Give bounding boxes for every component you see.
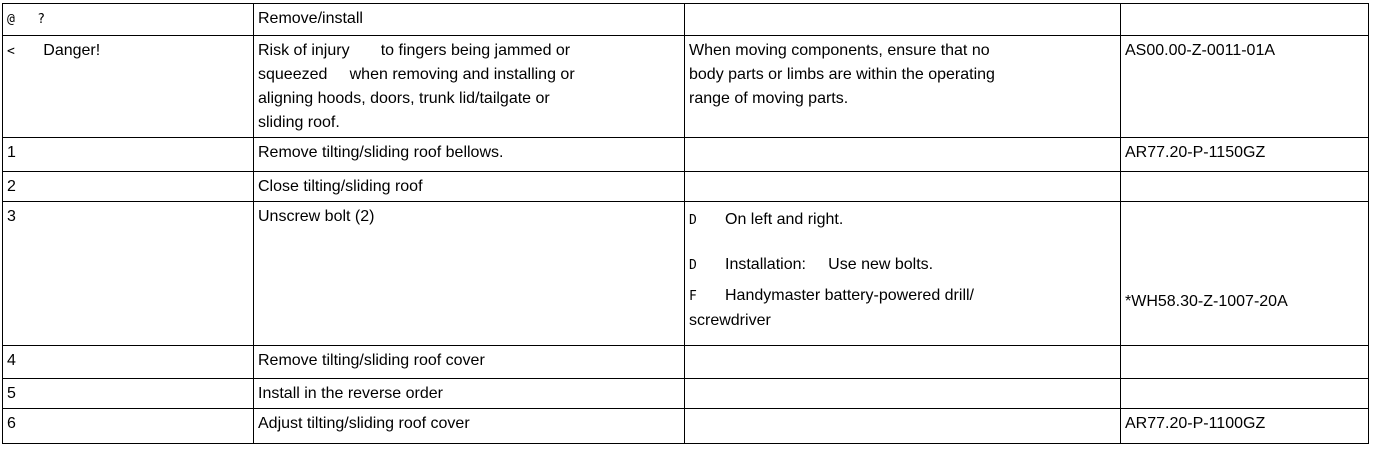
danger-row — [3, 36, 1369, 138]
risk-text-b: to fingers being jammed or — [380, 42, 571, 59]
note-item — [689, 284, 1116, 333]
note-bullet-icon: D — [689, 213, 697, 228]
risk-text-c: squeezed — [258, 66, 328, 83]
step-notes-cell — [685, 172, 1121, 202]
step-number: 4 — [3, 346, 254, 379]
danger-risk-text — [254, 36, 685, 138]
step-text: Install in the reverse order — [254, 379, 685, 409]
remedy-line-2: body parts or limbs are within the operating — [689, 66, 995, 83]
info-icon: @ — [7, 12, 15, 27]
step-number: 3 — [3, 202, 254, 346]
tool-icon: F — [689, 289, 697, 304]
step-row — [3, 409, 1369, 444]
step-number: 1 — [3, 138, 254, 172]
step-text: Unscrew bolt (2) — [254, 202, 685, 346]
step-text: Remove tilting/sliding roof bellows. — [254, 138, 685, 172]
step-ref-cell — [1121, 346, 1369, 379]
procedure-table — [2, 3, 1369, 444]
step-number: 6 — [3, 409, 254, 444]
note-text: On left and right. — [725, 211, 844, 228]
step-notes-cell — [685, 409, 1121, 444]
note-text-continued: screwdriver — [689, 312, 771, 329]
step-ref-cell — [1121, 379, 1369, 409]
danger-ref: AS00.00-Z-0011-01A — [1121, 36, 1369, 138]
header-symbols-cell — [3, 4, 254, 36]
risk-text-f: sliding roof. — [258, 114, 340, 131]
step-number: 5 — [3, 379, 254, 409]
remedy-line-3: range of moving parts. — [689, 90, 849, 107]
step-notes-cell — [685, 138, 1121, 172]
step-text: Close tilting/sliding roof — [254, 172, 685, 202]
risk-text-e: aligning hoods, doors, trunk lid/tailgate or — [258, 90, 550, 107]
step-text: Adjust tilting/sliding roof cover — [254, 409, 685, 444]
step-ref-cell — [1121, 172, 1369, 202]
note-label: Installation: — [725, 256, 806, 273]
step-notes-cell — [685, 346, 1121, 379]
step-notes-cell — [685, 379, 1121, 409]
step-row — [3, 202, 1369, 346]
question-icon: ? — [37, 12, 46, 27]
note-item — [689, 208, 1116, 233]
step-ref: AR77.20-P-1150GZ — [1121, 138, 1369, 172]
risk-text-a: Risk of injury — [258, 42, 350, 59]
note-text: Handymaster battery-powered drill/ — [725, 287, 974, 304]
step-number: 2 — [3, 172, 254, 202]
note-bullet-icon: D — [689, 258, 697, 273]
step-row — [3, 138, 1369, 172]
header-empty-cell — [685, 4, 1121, 36]
step-notes-cell — [685, 202, 1121, 346]
header-row — [3, 4, 1369, 36]
note-item — [689, 253, 1116, 278]
step-ref: AR77.20-P-1100GZ — [1121, 409, 1369, 444]
note-text: Use new bolts. — [828, 256, 934, 273]
header-title: Remove/install — [254, 4, 685, 36]
step-ref-cell — [1121, 202, 1369, 346]
remedy-line-1: When moving components, ensure that no — [689, 42, 990, 59]
step-ref: *WH58.30-Z-1007-20A — [1125, 293, 1288, 310]
danger-label: Danger! — [43, 42, 101, 59]
warning-icon: < — [7, 44, 15, 59]
risk-text-d: when removing and installing or — [349, 66, 575, 83]
danger-label-cell — [3, 36, 254, 138]
header-ref-cell — [1121, 4, 1369, 36]
step-row — [3, 172, 1369, 202]
step-row — [3, 379, 1369, 409]
danger-remedy-text — [685, 36, 1121, 138]
step-text: Remove tilting/sliding roof cover — [254, 346, 685, 379]
step-row — [3, 346, 1369, 379]
